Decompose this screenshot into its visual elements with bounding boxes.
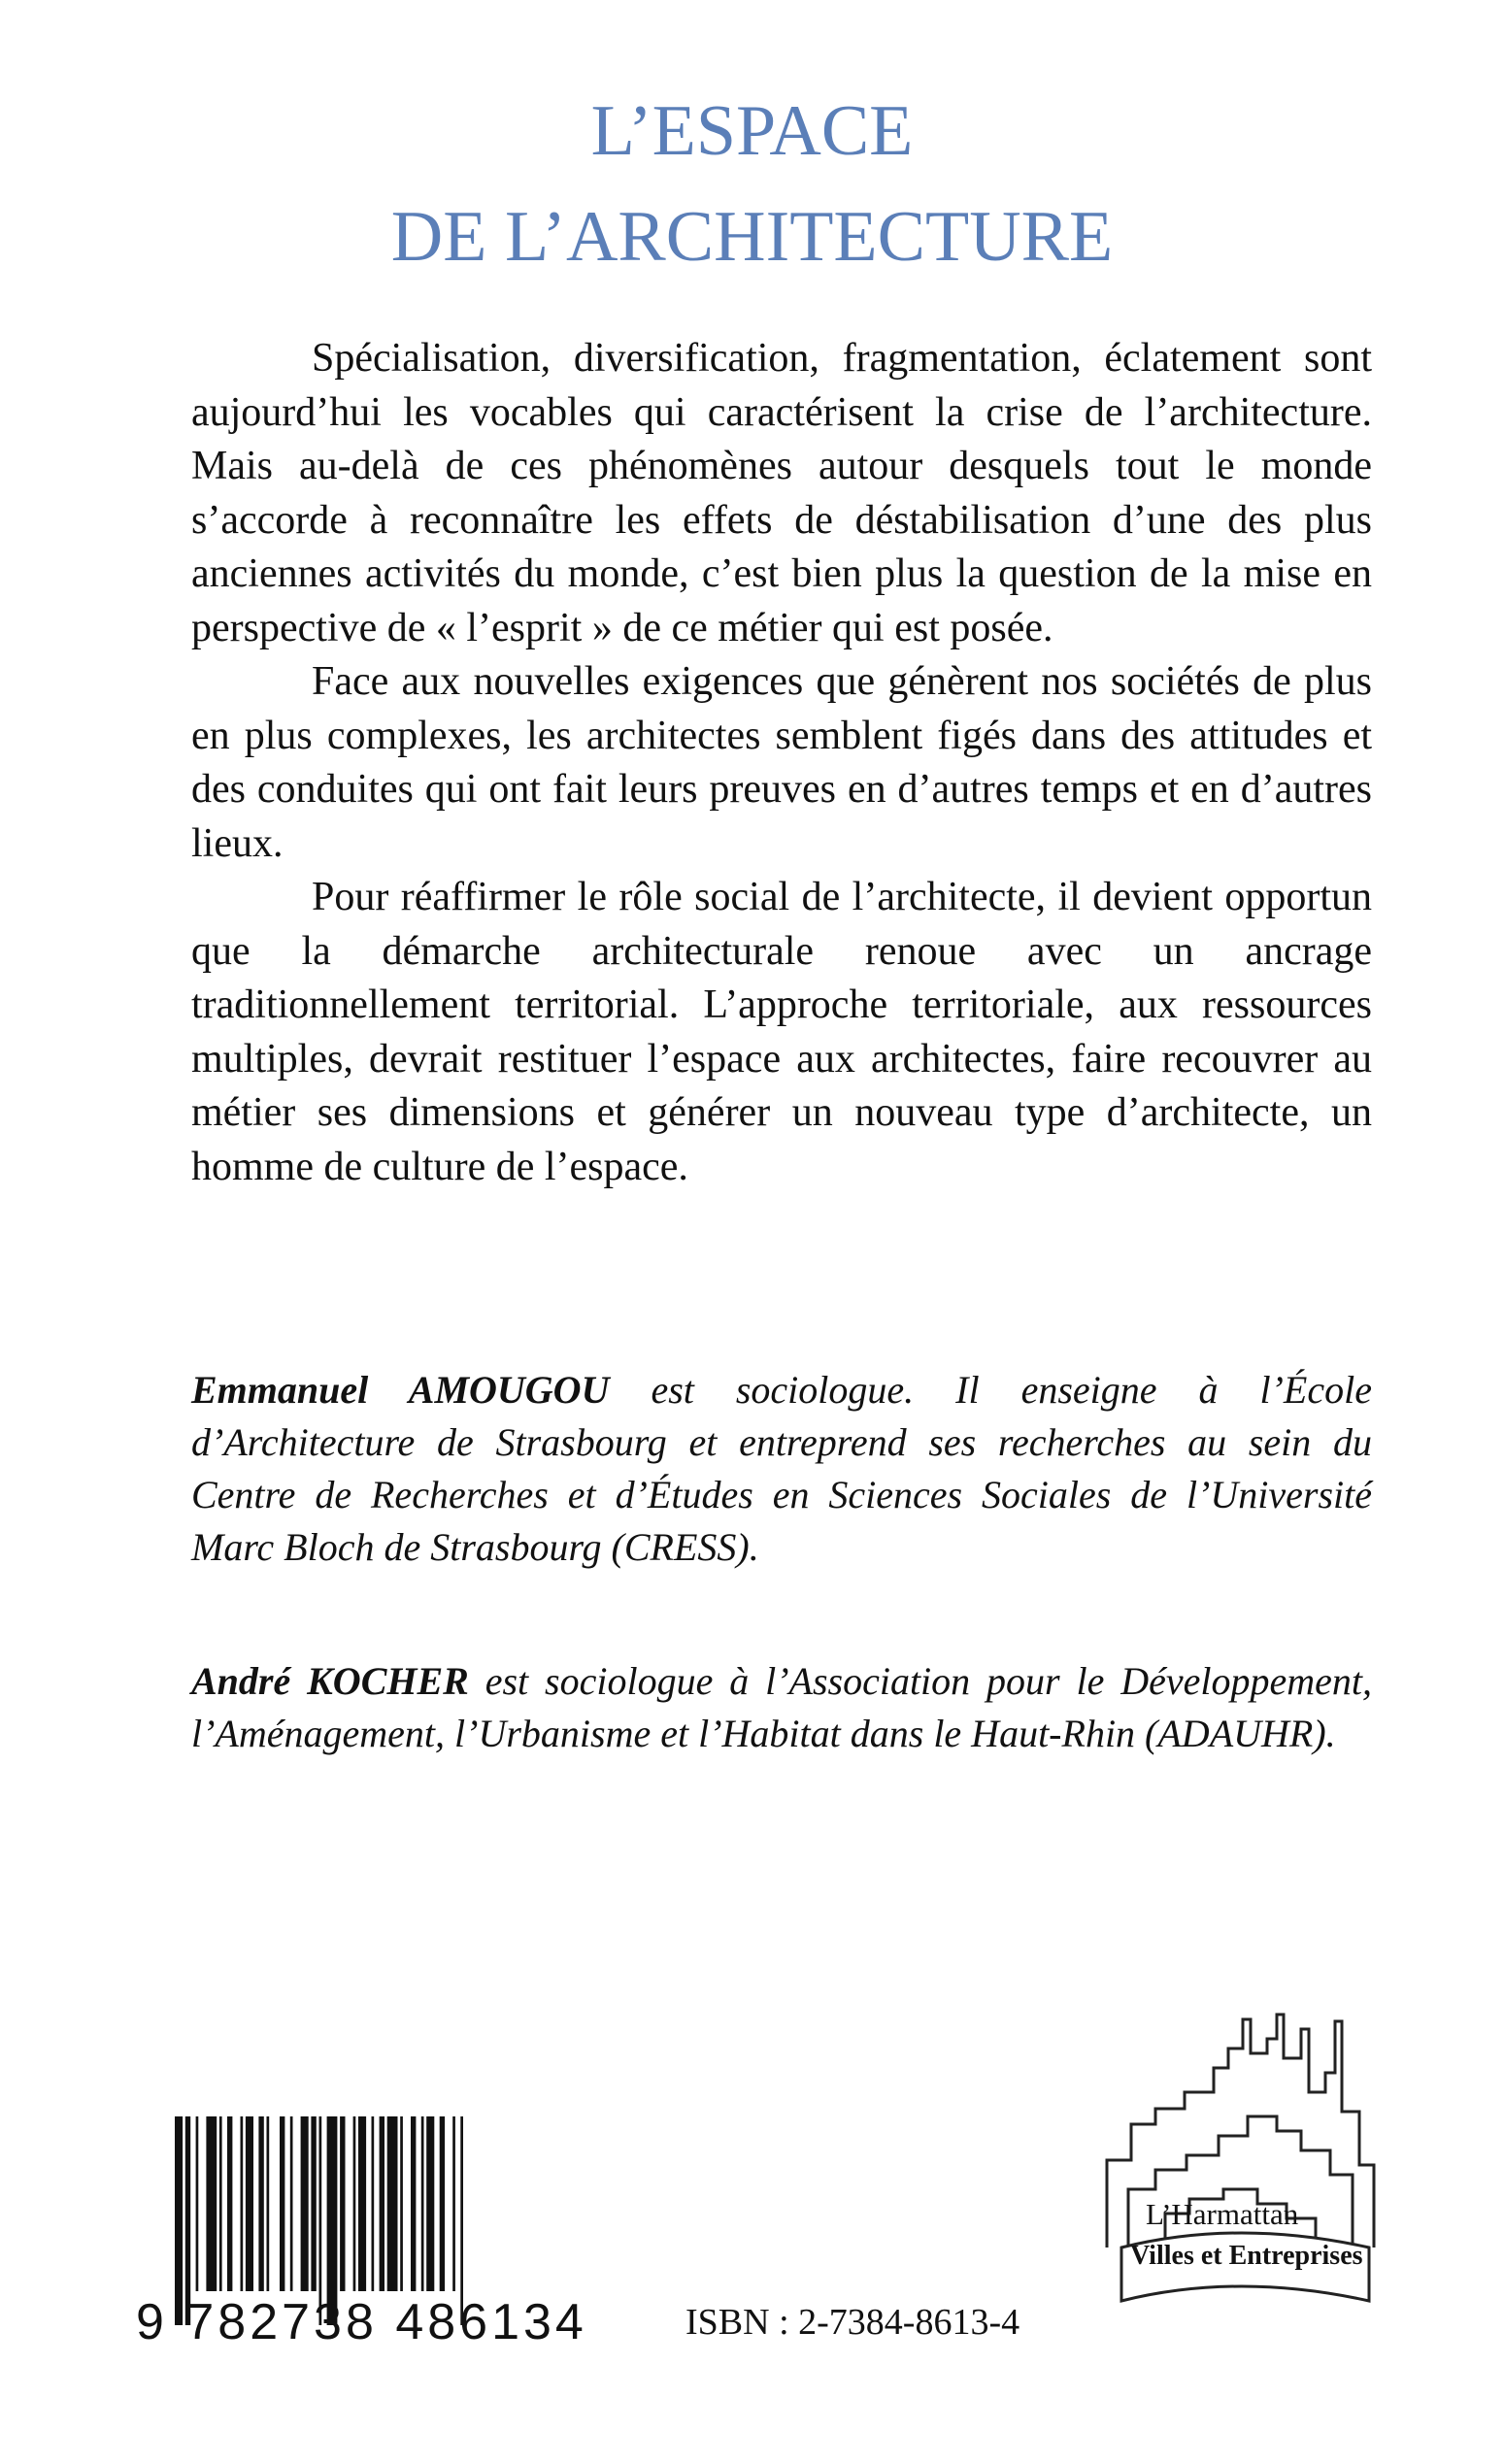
barcode-bar — [258, 2116, 263, 2291]
barcode-bar — [206, 2116, 217, 2291]
author-bio-text-1: est sociologue. Il enseigne à l’École d’Architecture de Strasbourg et entreprend ses recherches au sein du Centre de Recherches et d’Études en Sciences Sociales de l’Université Marc Bloch de Strasbourg (CRESS). — [191, 1368, 1372, 1569]
barcode-bar — [400, 2116, 403, 2291]
barcode-bar — [241, 2116, 244, 2291]
title-line-1: L’ESPACE — [590, 91, 914, 171]
barcode-bar — [246, 2116, 253, 2291]
barcode-bar — [426, 2116, 434, 2291]
barcode-bar — [387, 2116, 398, 2291]
author-name-2: André KOCHER — [191, 1659, 469, 1703]
barcode-bar — [452, 2116, 455, 2291]
publisher-collection: Villes et Entreprises — [1130, 2241, 1363, 2271]
author-bio-1 — [191, 1364, 1372, 1574]
barcode-bar — [280, 2116, 284, 2291]
author-bio-text-2: est sociologue à l’Association pour le Développement, l’Aménagement, l’Urbanisme et l’Habitat dans le Haut-Rhin (ADAUHR). — [191, 1659, 1372, 1755]
summary-paragraph-3: Pour réaffirmer le rôle social de l’architecte, il devient opportun que la démarche architecturale renoue avec un ancrage traditionnellement territorial. L’approche territoriale, aux ressources multiples, devrait restituer l’espace aux architectes, faire recouvrer au métier ses dimensions et générer un nouveau type d’architecte, un homme de culture de l’espace. — [191, 875, 1372, 1189]
barcode-bar — [219, 2116, 222, 2291]
barcode-bar — [311, 2116, 316, 2291]
publisher-logo-icon — [1078, 2000, 1398, 2320]
barcode-bar — [380, 2116, 384, 2291]
summary-paragraph-2: Face aux nouvelles exigences que génèrent nos sociétés de plus en plus complexes, les architectes semblent figés dans des attitudes et des conduites qui ont fait leurs preuves en d’autres temps et en d’autres lieux. — [191, 659, 1372, 866]
back-cover-summary — [191, 332, 1372, 1194]
barcode-digits: 9 782738 486134 — [136, 2294, 587, 2350]
barcode-bar — [353, 2116, 356, 2291]
publisher-name: L’Harmattan — [1146, 2197, 1299, 2231]
barcode-bar — [196, 2116, 199, 2291]
barcode-bar — [411, 2116, 416, 2291]
barcode-bar — [290, 2116, 293, 2291]
title-line-2: DE L’ARCHITECTURE — [390, 197, 1114, 277]
barcode-bar — [372, 2116, 375, 2291]
summary-paragraph-1: Spécialisation, diversification, fragmentation, éclatement sont aujourd’hui les vocables qui caractérisent la crise de l’architecture. Mais au-delà de ces phénomènes autour desquels tout le monde s’accorde à reconnaître les effets de déstabilisation d’une des plus anciennes activités du monde, c’est bien plus la question de la mise en perspective de « l’esprit » de ce métier qui est posée. — [191, 336, 1372, 650]
author-bio-2 — [191, 1655, 1372, 1760]
barcode-bar — [301, 2116, 309, 2291]
barcode-bar — [267, 2116, 270, 2291]
barcode-bar — [340, 2116, 345, 2291]
barcode-bar — [421, 2116, 424, 2291]
barcode-bar — [358, 2116, 366, 2291]
barcode-bar — [440, 2116, 445, 2291]
barcode-bar — [227, 2116, 232, 2291]
author-name-1: Emmanuel AMOUGOU — [191, 1368, 610, 1412]
isbn: ISBN : 2-7384-8613-4 — [685, 2302, 1020, 2343]
